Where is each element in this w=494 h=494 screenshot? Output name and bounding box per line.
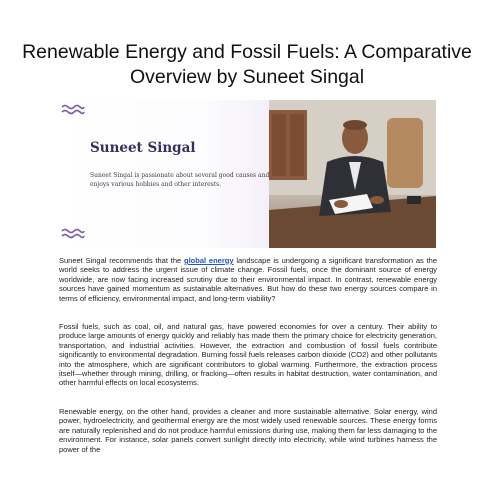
banner-tagline: Suneet Singal is passionate about several good causes and enjoys various hobbies and other interests.	[90, 172, 270, 188]
document-title: Renewable Energy and Fossil Fuels: A Comparative Overview by Suneet Singal	[22, 41, 472, 88]
banner-name: Suneet Singal	[90, 140, 196, 156]
wave-decoration-icon	[61, 228, 85, 242]
paragraph-text: landscape is undergoing a significant transformation as the world seeks to address the urgent issue of climate change. Fossil fuels, once the dominant source of energy worldwide, are now facing increased scrutiny due to their environmental impact. In contrast, renewable energy sources have gained momentum as sustainable alternatives. But how do these two energy sources compare in terms of efficiency, environmental impact, and long-term viability?	[59, 256, 437, 303]
renewable-energy-paragraph: Renewable energy, on the other hand, provides a cleaner and more sustainable alternative. Solar energy, wind power, hydroelectricity, and geothermal energy are the most widely used renewable sources. These energy forms are naturally replenished and do not produce harmful emissions during use, making them far less damaging to the environment. For instance, solar panels convert sunlight directly into electricity, while wind turbines harness the power of the	[59, 407, 437, 454]
header-banner	[59, 100, 436, 248]
fossil-fuels-paragraph: Fossil fuels, such as coal, oil, and natural gas, have powered economies for over a century. Their ability to produce large amounts of energy quickly and reliably has made them the primary choice for electricity generation, transportation, and industrial activities. However, the extraction and combustion of fossil fuels contribute significantly to environmental degradation. Burning fossil fuels releases carbon dioxide (CO2) and other pollutants into the atmosphere, which are significant contributors to global warming. Furthermore, the extraction process itself—whether through mining, drilling, or fracking—often results in habitat destruction, water contamination, and other harmful effects on local ecosystems.	[59, 322, 437, 388]
portrait-illustration	[269, 100, 436, 248]
global-energy-link[interactable]: global energy	[184, 256, 234, 265]
paragraph-text: Suneet Singal recommends that the	[59, 256, 184, 265]
portrait-photo	[269, 100, 436, 248]
wave-decoration-icon	[61, 104, 85, 116]
intro-paragraph	[59, 256, 437, 303]
